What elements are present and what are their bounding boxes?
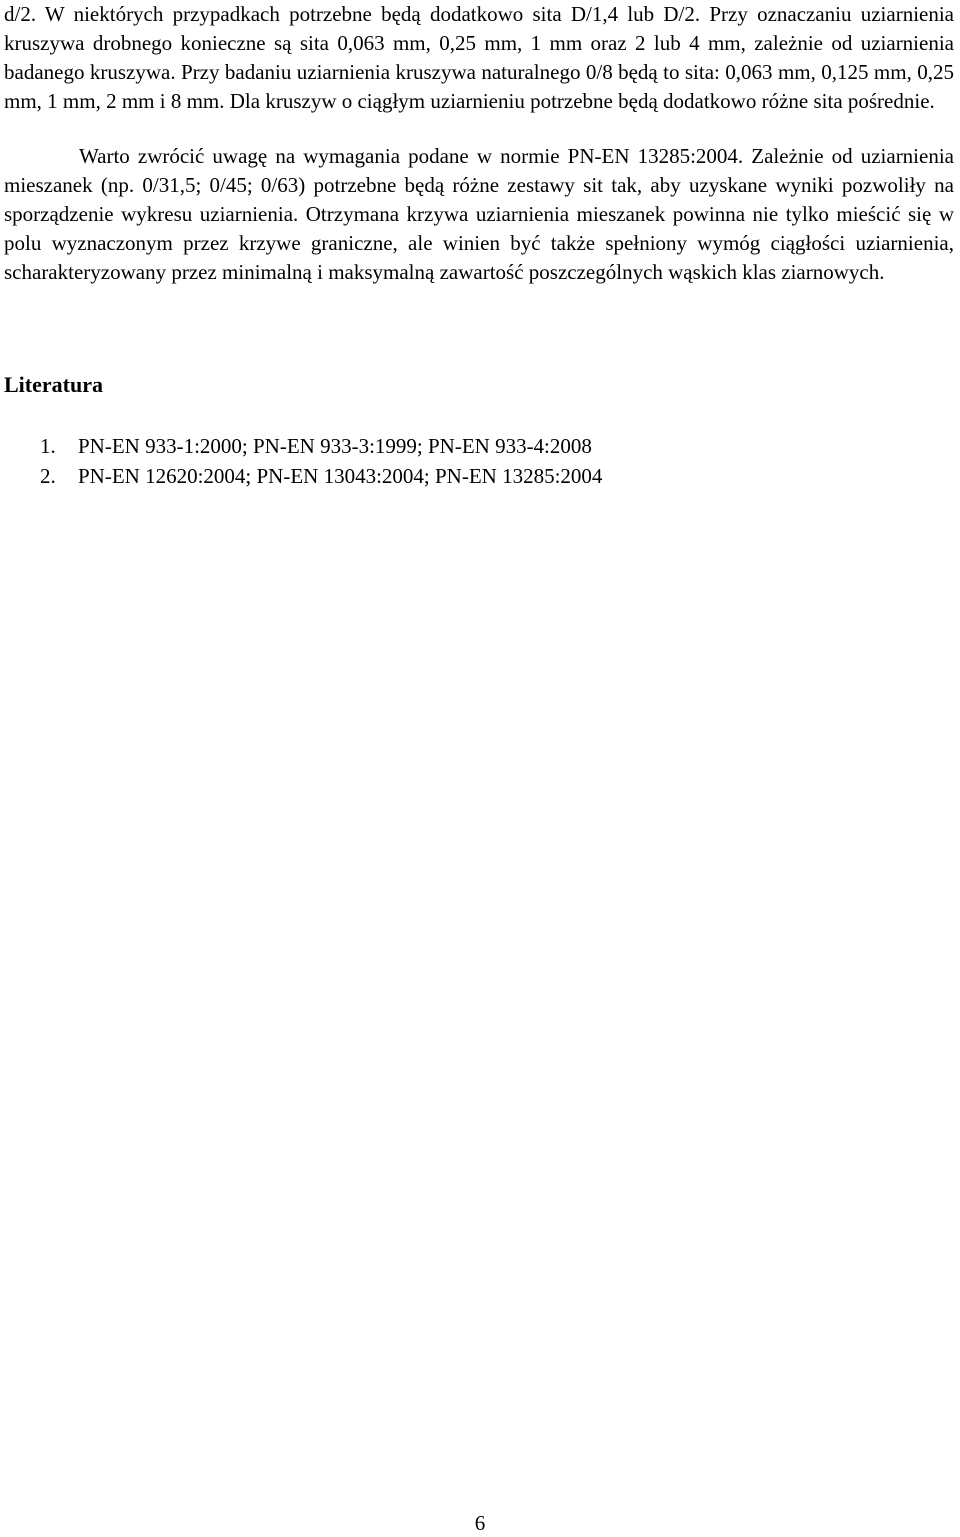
literature-item-text: PN-EN 933-1:2000; PN-EN 933-3:1999; PN-EN 933-4:2008 [78,434,592,458]
literature-item-number: 1. [40,434,56,458]
paragraph-requirements: Warto zwrócić uwagę na wymagania podane w normie PN-EN 13285:2004. Zależnie od uziarnienia mieszanek (np. 0/31,5; 0/45; 0/63) potrzebne będą różne zestawy sit tak, aby uzyskane wyniki pozwoliły na sporządzenie wykresu uziarnienia. Otrzymana krzywa uziarnienia mieszanek powinna nie tylko mieścić się w polu wyznaczonym przez krzywe graniczne, ale winien być także spełniony wymóg ciągłości uziarnienia, scharakteryzowany przez minimalną i maksymalną zawartość poszczególnych wąskich klas ziarnowych. [4,144,954,284]
literature-heading: Literatura [4,372,103,397]
literature-item [40,461,602,491]
page-number: 6 [474,1511,486,1535]
literature-item [40,431,602,461]
literature-list [40,431,602,491]
literature-item-number: 2. [40,464,56,488]
literature-item-text: PN-EN 12620:2004; PN-EN 13043:2004; PN-EN 13285:2004 [78,464,603,488]
paragraph-sieves: d/2. W niektórych przypadkach potrzebne będą dodatkowo sita D/1,4 lub D/2. Przy oznaczaniu uziarnienia kruszywa drobnego konieczne są sita 0,063 mm, 0,25 mm, 1 mm oraz 2 lub 4 mm, zależnie od uziarnienia badanego kruszywa. Przy badaniu uziarnienia kruszywa naturalnego 0/8 będą to sita: 0,063 mm, 0,125 mm, 0,25 mm, 1 mm, 2 mm i 8 mm. Dla kruszyw o ciągłym uziarnieniu potrzebne będą dodatkowo różne sita pośrednie. [4,2,954,113]
